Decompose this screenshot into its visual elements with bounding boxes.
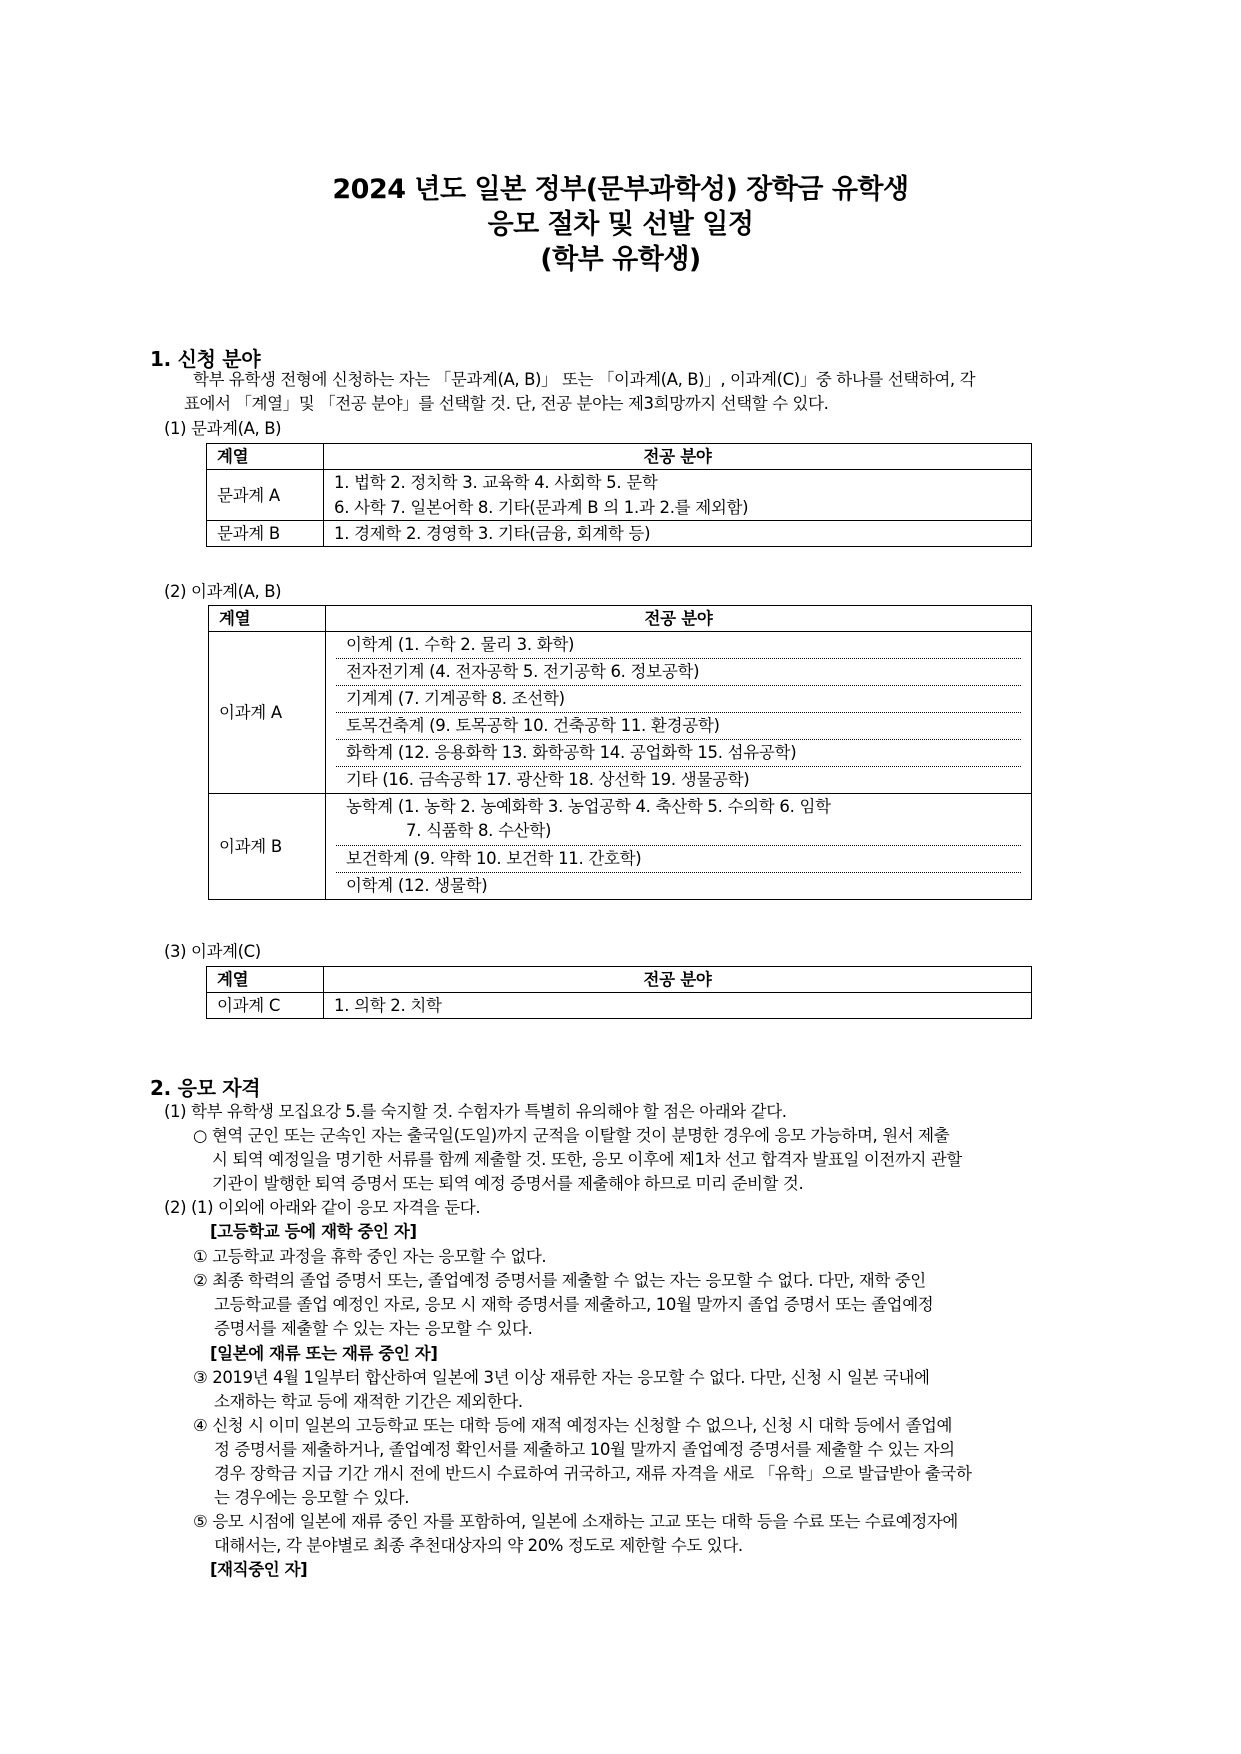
field-item: 이학계 (12. 생물학) — [346, 876, 488, 895]
table-row — [209, 794, 1032, 900]
table-header-row — [207, 444, 1032, 470]
section2-bullet-line: ○ 현역 군인 또는 군속인 자는 출국일(도일)까지 군적을 이탈할 것이 분명한 경우에 응모 가능하며, 원서 제출 — [193, 1126, 950, 1145]
table-row — [207, 993, 1032, 1019]
subheading-highschool: [고등학교 등에 재학 중인 자] — [210, 1222, 417, 1241]
field-item: 기타 (16. 금속공학 17. 광산학 18. 상선학 19. 생물공학) — [346, 770, 750, 789]
section2-heading: 2. 응모 자격 — [150, 1076, 261, 1100]
document-title — [0, 172, 1241, 277]
condition-5-cont: 대해서는, 각 분야별로 최종 추천대상자의 약 20% 정도로 제한할 수도 있다. — [214, 1536, 743, 1555]
table2-caption: (2) 이과계(A, B) — [164, 582, 282, 601]
field-item: 화학계 (12. 응용화학 13. 화학공학 14. 공업화학 15. 섬유공학) — [336, 740, 1021, 767]
section2-p1: (1) 학부 유학생 모집요강 5.를 숙지할 것. 수험자가 특별히 유의해야 할 점은 아래와 같다. — [164, 1102, 787, 1121]
condition-2-cont: 증명서를 제출할 수 있는 자는 응모할 수 있다. — [214, 1319, 533, 1338]
condition-4-cont: 정 증명서를 제출하거나, 졸업예정 확인서를 제출하고 10월 말까지 졸업예정 증명서를 제출할 수 있는 자의 — [214, 1440, 955, 1459]
field-item: 보건학계 (9. 약학 10. 보건학 11. 간호학) — [336, 846, 1021, 873]
field-item: 기계계 (7. 기계공학 8. 조선학) — [336, 686, 1021, 713]
table-sciences-ab — [208, 605, 1032, 900]
title-line-1: 2024 년도 일본 정부(문부과학성) 장학금 유학생 — [332, 174, 909, 205]
section1-intro-line1: 학부 유학생 전형에 신청하는 자는 「문과계(A, B)」 또는 「이과계(A, B)」, 이과계(C)」중 하나를 선택하여, 각 — [193, 370, 976, 389]
category-cell: 이과계 C — [207, 993, 324, 1019]
fields-cell — [326, 632, 1032, 794]
table-sciences-c — [206, 966, 1032, 1019]
fields-cell: 1. 의학 2. 치학 — [324, 993, 1032, 1019]
condition-3-cont: 소재하는 학교 등에 재적한 기간은 제외한다. — [214, 1392, 523, 1411]
field-item: 전자전기계 (4. 전자공학 5. 전기공학 6. 정보공학) — [336, 659, 1021, 686]
condition-2-cont: 고등학교를 졸업 예정인 자로, 응모 시 재학 증명서를 제출하고, 10월 말까지 졸업 증명서 또는 졸업예정 — [214, 1295, 934, 1314]
header-category: 계열 — [209, 606, 326, 632]
header-category: 계열 — [207, 967, 324, 993]
condition-4-cont: 는 경우에는 응모할 수 있다. — [214, 1488, 410, 1507]
field-item-line: 7. 식품학 8. 수산학) — [406, 821, 552, 840]
section2-p2: (2) (1) 이외에 아래와 같이 응모 자격을 둔다. — [164, 1198, 481, 1217]
title-line-3: (학부 유학생) — [540, 244, 701, 275]
field-item: 이학계 (1. 수학 2. 물리 3. 화학) — [336, 632, 1021, 659]
category-cell: 문과계 B — [207, 521, 324, 547]
fields-cell — [326, 794, 1032, 900]
field-item — [336, 794, 1021, 846]
fields-line: 6. 사학 7. 일본어학 8. 기타(문과계 B 의 1.과 2.를 제외함) — [334, 498, 749, 517]
subheading-residence: [일본에 재류 또는 재류 중인 자] — [210, 1344, 438, 1363]
field-item-line: 농학계 (1. 농학 2. 농예화학 3. 농업공학 4. 축산학 5. 수의학 6. 임학 — [346, 797, 831, 816]
title-line-2: 응모 절차 및 선발 일정 — [487, 209, 754, 240]
condition-2: ② 최종 학력의 졸업 증명서 또는, 졸업예정 증명서를 제출할 수 없는 자는 응모할 수 없다. 다만, 재학 중인 — [193, 1271, 926, 1290]
category-cell: 문과계 A — [207, 470, 324, 521]
category-cell: 이과계 A — [209, 632, 326, 794]
table-header-row — [209, 606, 1032, 632]
condition-3: ③ 2019년 4월 1일부터 합산하여 일본에 3년 이상 재류한 자는 응모할 수 없다. 다만, 신청 시 일본 국내에 — [193, 1368, 930, 1387]
table3-caption: (3) 이과계(C) — [164, 942, 261, 961]
fields-cell — [324, 470, 1032, 521]
header-category: 계열 — [207, 444, 324, 470]
subheading-employed: [재직중인 자] — [210, 1560, 308, 1579]
header-fields: 전공 분야 — [324, 444, 1032, 470]
section2-bullet-line: 시 퇴역 예정일을 명기한 서류를 함께 제출할 것. 또한, 응모 이후에 제1차 선고 합격자 발표일 이전까지 관할 — [212, 1150, 962, 1169]
section1-heading: 1. 신청 분야 — [150, 347, 261, 371]
table-humanities — [206, 443, 1032, 547]
fields-cell: 1. 경제학 2. 경영학 3. 기타(금융, 회계학 등) — [324, 521, 1032, 547]
table-row — [209, 632, 1032, 794]
fields-line: 1. 법학 2. 정치학 3. 교육학 4. 사회학 5. 문학 — [334, 473, 658, 492]
header-fields: 전공 분야 — [326, 606, 1032, 632]
header-fields: 전공 분야 — [324, 967, 1032, 993]
category-cell: 이과계 B — [209, 794, 326, 900]
table1-caption: (1) 문과계(A, B) — [164, 419, 282, 438]
condition-4: ④ 신청 시 이미 일본의 고등학교 또는 대학 등에 재적 예정자는 신청할 수 없으나, 신청 시 대학 등에서 졸업예 — [193, 1416, 953, 1435]
table-header-row — [207, 967, 1032, 993]
table-row — [207, 521, 1032, 547]
section2-bullet-line: 기관이 발행한 퇴역 증명서 또는 퇴역 예정 증명서를 제출해야 하므로 미리 준비할 것. — [212, 1174, 804, 1193]
condition-5: ⑤ 응모 시점에 일본에 재류 중인 자를 포함하여, 일본에 소재하는 고교 또는 대학 등을 수료 또는 수료예정자에 — [193, 1512, 958, 1531]
section1-intro-line2: 표에서 「계열」및 「전공 분야」를 선택할 것. 단, 전공 분야는 제3희망까지 선택할 수 있다. — [184, 394, 829, 413]
condition-1: ① 고등학교 과정을 휴학 중인 자는 응모할 수 없다. — [193, 1247, 547, 1266]
field-item: 토목건축계 (9. 토목공학 10. 건축공학 11. 환경공학) — [336, 713, 1021, 740]
condition-4-cont: 경우 장학금 지급 기간 개시 전에 반드시 수료하여 귀국하고, 재류 자격을 새로 「유학」으로 발급받아 출국하 — [214, 1464, 972, 1483]
table-row — [207, 470, 1032, 521]
